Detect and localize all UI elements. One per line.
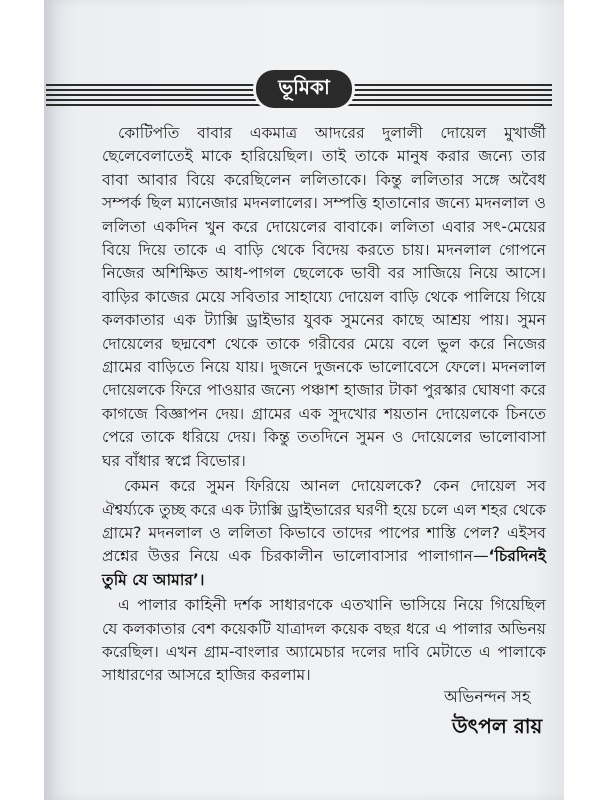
play-title: ‘চিরদিনই তুমি যে আমার’। [102,547,546,589]
preface-body [102,122,546,688]
paragraph-questions-text: কেমন করে সুমন ফিরিয়ে আনল দোয়েলকে? কেন দোয়েল সব ঐশ্বর্য্যকে তুচ্ছ করে এক ট্যাক্সি ড্রাইভারের ঘরণী হয়ে চলে এল শহর থেকে গ্রামে? মদনলাল ও ললিতা কিভাবে তাদের পাপের শাস্তি পেল? এইসব প্রশ্নের উত্তর নিয়ে এক চিরকালীন ভালোবাসার পালাগান— [102,477,546,566]
section-header [46,68,552,112]
signature-prefix: অভিনন্দন সহ [444,687,531,706]
paragraph-synopsis: কোটিপতি বাবার একমাত্র আদরের দুলালী দোয়েল মুখার্জী ছেলেবেলাতেই মাকে হারিয়েছিল। তাই তাকে মানুষ করার জন্যে তার বাবা আবার বিয়ে করেছিলেন ললিতাকে। কিন্তু ললিতার সঙ্গে অবৈধ সম্পর্ক ছিল ম্যানেজার মদনলালের। সম্পত্তি হাতানোর জন্যে মদনলাল ও ললিতা একদিন খুন করে দোয়েলের বাবাকে। ললিতা এবার সৎ-মেয়ের বিয়ে দিয়ে তাকে এ বাড়ি থেকে বিদেয় করতে চায়। মদনলাল গোপনে নিজের অশিক্ষিত আধ-পাগল ছেলেকে ভাবী বর সাজিয়ে নিয়ে আসে। বাড়ির কাজের মেয়ে সবিতার সাহায্যে দোয়েল বাড়ি থেকে পালিয়ে গিয়ে কলকাতার এক ট্যাক্সি ড্রাইভার যুবক সুমনের কাছে আশ্রয় পায়। সুমন দোয়েলের ছদ্মবেশ থেকে তাকে গরীবের মেয়ে বলে ভুল করে নিজের গ্রামের বাড়িতে নিয়ে যায়। দুজনে দুজনকে ভালোবেসে ফেলে। মদনলাল দোয়েলকে ফিরে পাওয়ার জন্যে পঞ্চাশ হাজার টাকা পুরস্কার ঘোষণা করে কাগজে বিজ্ঞাপন দেয়। গ্রামের এক সুদখোর শয়তান দোয়েলকে চিনতে পেরে তাকে ধরিয়ে দেয়। কিন্তু ততদিনে সুমন ও দোয়েলের ভালোবাসা ঘর বাঁধার স্বপ্নে বিভোর। [102,124,546,470]
section-title: ভূমিকা [256,70,352,108]
paragraph-closing: এ পালার কাহিনী দর্শক সাধারণকে এতখানি ভাসিয়ে নিয়ে গিয়েছিল যে কলকাতার বেশ কয়েকটি যাত্রাদল কয়েক বছর ধরে এ পালার অভিনয় করেছিল। এখন গ্রাম-বাংলার অ্যামেচার দলের দাবি মেটাতে এ পালাকে সাধারণের আসরে হাজির করলাম। [102,596,546,685]
signature-name: উৎপল রায় [452,714,543,738]
paragraph-questions [102,475,546,592]
